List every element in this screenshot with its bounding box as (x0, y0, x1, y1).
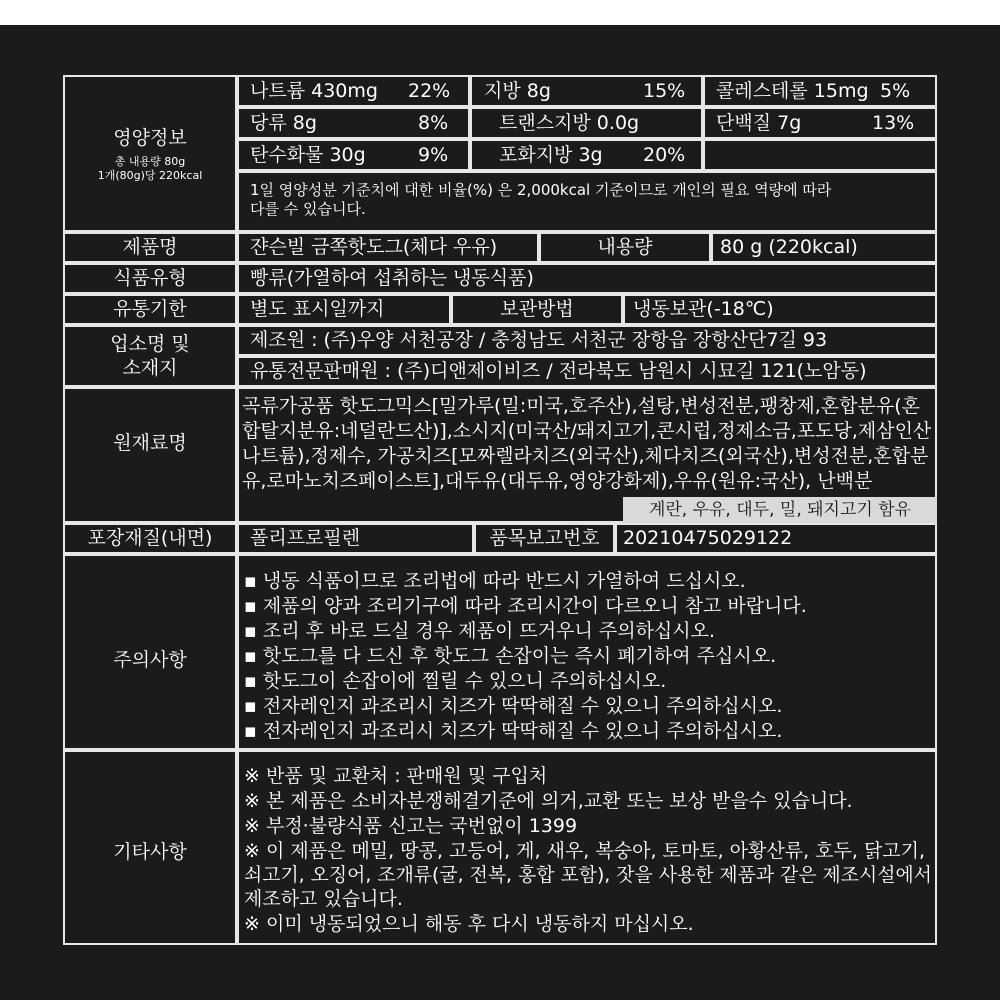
nutrient-percent: 5% (880, 80, 911, 102)
allergen-badge: 계란, 우유, 대두, 밀, 돼지고기 함유 (623, 497, 937, 523)
other-note-line: 제조하고 있습니다. (244, 888, 403, 910)
manufacturer-value: 제조원 : (주)우양 서천공장 / 충청남도 서천군 장항읍 장항산단7길 93 (250, 329, 828, 351)
other-note-line: ※ 반품 및 교환처 : 판매원 및 구입처 (244, 765, 548, 787)
storage-value: 냉동보관(-18℃) (633, 298, 774, 320)
nutrient-name: 나트륨 430mg (250, 80, 378, 102)
product-name-label: 제품명 (122, 236, 178, 258)
nutrient-name: 포화지방 3g (499, 144, 603, 166)
cautions-label: 주의사항 (113, 649, 187, 671)
nutrient-percent: 8% (418, 112, 449, 134)
other-label: 기타사항 (113, 841, 187, 863)
ingredients-label: 원재료명 (113, 432, 187, 454)
volume-label: 내용량 (597, 236, 653, 258)
caution-item: ▪ 핫도그이 손잡이에 찔릴 수 있으니 주의하십시오. (244, 670, 667, 692)
product-name-value: 쟌슨빌 금쪽핫도그(체다 우유) (250, 236, 498, 258)
food-type-value: 빵류(가열하여 섭취하는 냉동식품) (250, 267, 534, 289)
nutrient-percent: 15% (643, 80, 686, 102)
nutrition-note-line: 다를 수 있습니다. (250, 200, 366, 218)
expiry-label: 유통기한 (113, 298, 187, 320)
storage-label: 보관방법 (500, 298, 574, 320)
other-note-line: ※ 부정·불량식품 신고는 국번없이 1399 (244, 815, 578, 837)
other-note-line: ※ 이 제품은 메밀, 땅콩, 고등어, 게, 새우, 복숭아, 토마토, 아황산류, 호두, 닭고기, (244, 840, 926, 862)
nutrition-label-cell (63, 75, 237, 232)
ingredients-line: 나트륨),정제수, 가공치즈[모짜렐라치즈(외국산),체다치즈(외국산),변성전분,혼합분 (242, 445, 929, 467)
nutrition-total-amount: 총 내용량 80g (114, 155, 186, 168)
business-label: 소재지 (122, 357, 178, 379)
caution-item: ▪ 전자레인지 과조리시 치즈가 딱딱해질 수 있으니 주의하십시오. (244, 720, 783, 742)
other-note-line: ※ 본 제품은 소비자분쟁해결기준에 의거,교환 또는 보상 받을수 있습니다. (244, 790, 853, 812)
caution-item: ▪ 핫도그를 다 드신 후 핫도그 손잡이는 즉시 폐기하여 주십시오. (244, 645, 777, 667)
nutrition-note-line: 1일 영양성분 기준치에 대한 비율(%) 은 2,000kcal 기준이므로 개인의 필요 역량에 따라 (250, 181, 832, 199)
nutrient-name: 콜레스테롤 15mg (716, 80, 869, 102)
caution-item: ▪ 냉동 식품이므로 조리법에 따라 반드시 가열하여 드십시오. (244, 570, 746, 592)
nutrient-percent: 13% (872, 112, 915, 134)
caution-item: ▪ 전자레인지 과조리시 치즈가 딱딱해질 수 있으니 주의하십시오. (244, 695, 783, 717)
nutrient-percent: 22% (408, 80, 451, 102)
nutrition-header: 영양정보 (113, 127, 187, 149)
other-note-line: 쇠고기, 오징어, 조개류(굴, 전복, 홍합 포함), 잣을 사용한 제품과 같은 제조시설에서 (244, 864, 932, 886)
volume-value: 80 g (220kcal) (720, 236, 858, 258)
report-number-label: 품목보고번호 (489, 527, 600, 549)
other-note-line: ※ 이미 냉동되었으니 해동 후 다시 냉동하지 마십시오. (244, 913, 694, 935)
packaging-value: 폴리프로필렌 (250, 527, 361, 549)
nutrient-name: 탄수화물 30g (250, 144, 366, 166)
ingredients-line: 곡류가공품 핫도그믹스[밀가루(밀:미국,호주산),설탕,변성전분,팽창제,혼합분유(혼 (242, 395, 920, 417)
distributor-value: 유통전문판매원 : (주)디앤제이비즈 / 전라북도 남원시 시묘길 121(노암동) (250, 360, 867, 382)
nutrient-percent: 9% (418, 144, 449, 166)
ingredients-line: 합탈지분유:네덜란드산)],소시지(미국산/돼지고기,콘시럽,정제소금,포도당,제삼인산 (242, 420, 932, 442)
ingredients-line: 유,로마노치즈페이스트],대두유(대두유,영양강화제),우유(원유:국산), 난백분 (242, 470, 873, 492)
nutrient-name: 당류 8g (250, 112, 317, 134)
nutrient-name: 단백질 7g (716, 112, 802, 134)
report-number-value: 20210475029122 (623, 527, 793, 549)
nutrition-per-serving: 1개(80g)당 220kcal (97, 169, 203, 182)
nutrient-name: 트랜스지방 0.0g (499, 112, 640, 134)
food-type-label: 식품유형 (113, 267, 187, 289)
nutrient-name: 지방 8g (484, 80, 551, 102)
business-label: 업소명 및 (110, 333, 190, 355)
caution-item: ▪ 제품의 양과 조리기구에 따라 조리시간이 다르오니 참고 바랍니다. (244, 595, 807, 617)
expiry-value: 별도 표시일까지 (250, 298, 385, 320)
caution-item: ▪ 조리 후 바로 드실 경우 제품이 뜨거우니 주의하십시오. (244, 620, 716, 642)
ingredients-label-cell (63, 387, 237, 523)
nutrient-percent: 20% (643, 144, 686, 166)
packaging-label: 포장재질(내면) (87, 527, 213, 549)
nutrient-cell-empty (703, 139, 937, 171)
